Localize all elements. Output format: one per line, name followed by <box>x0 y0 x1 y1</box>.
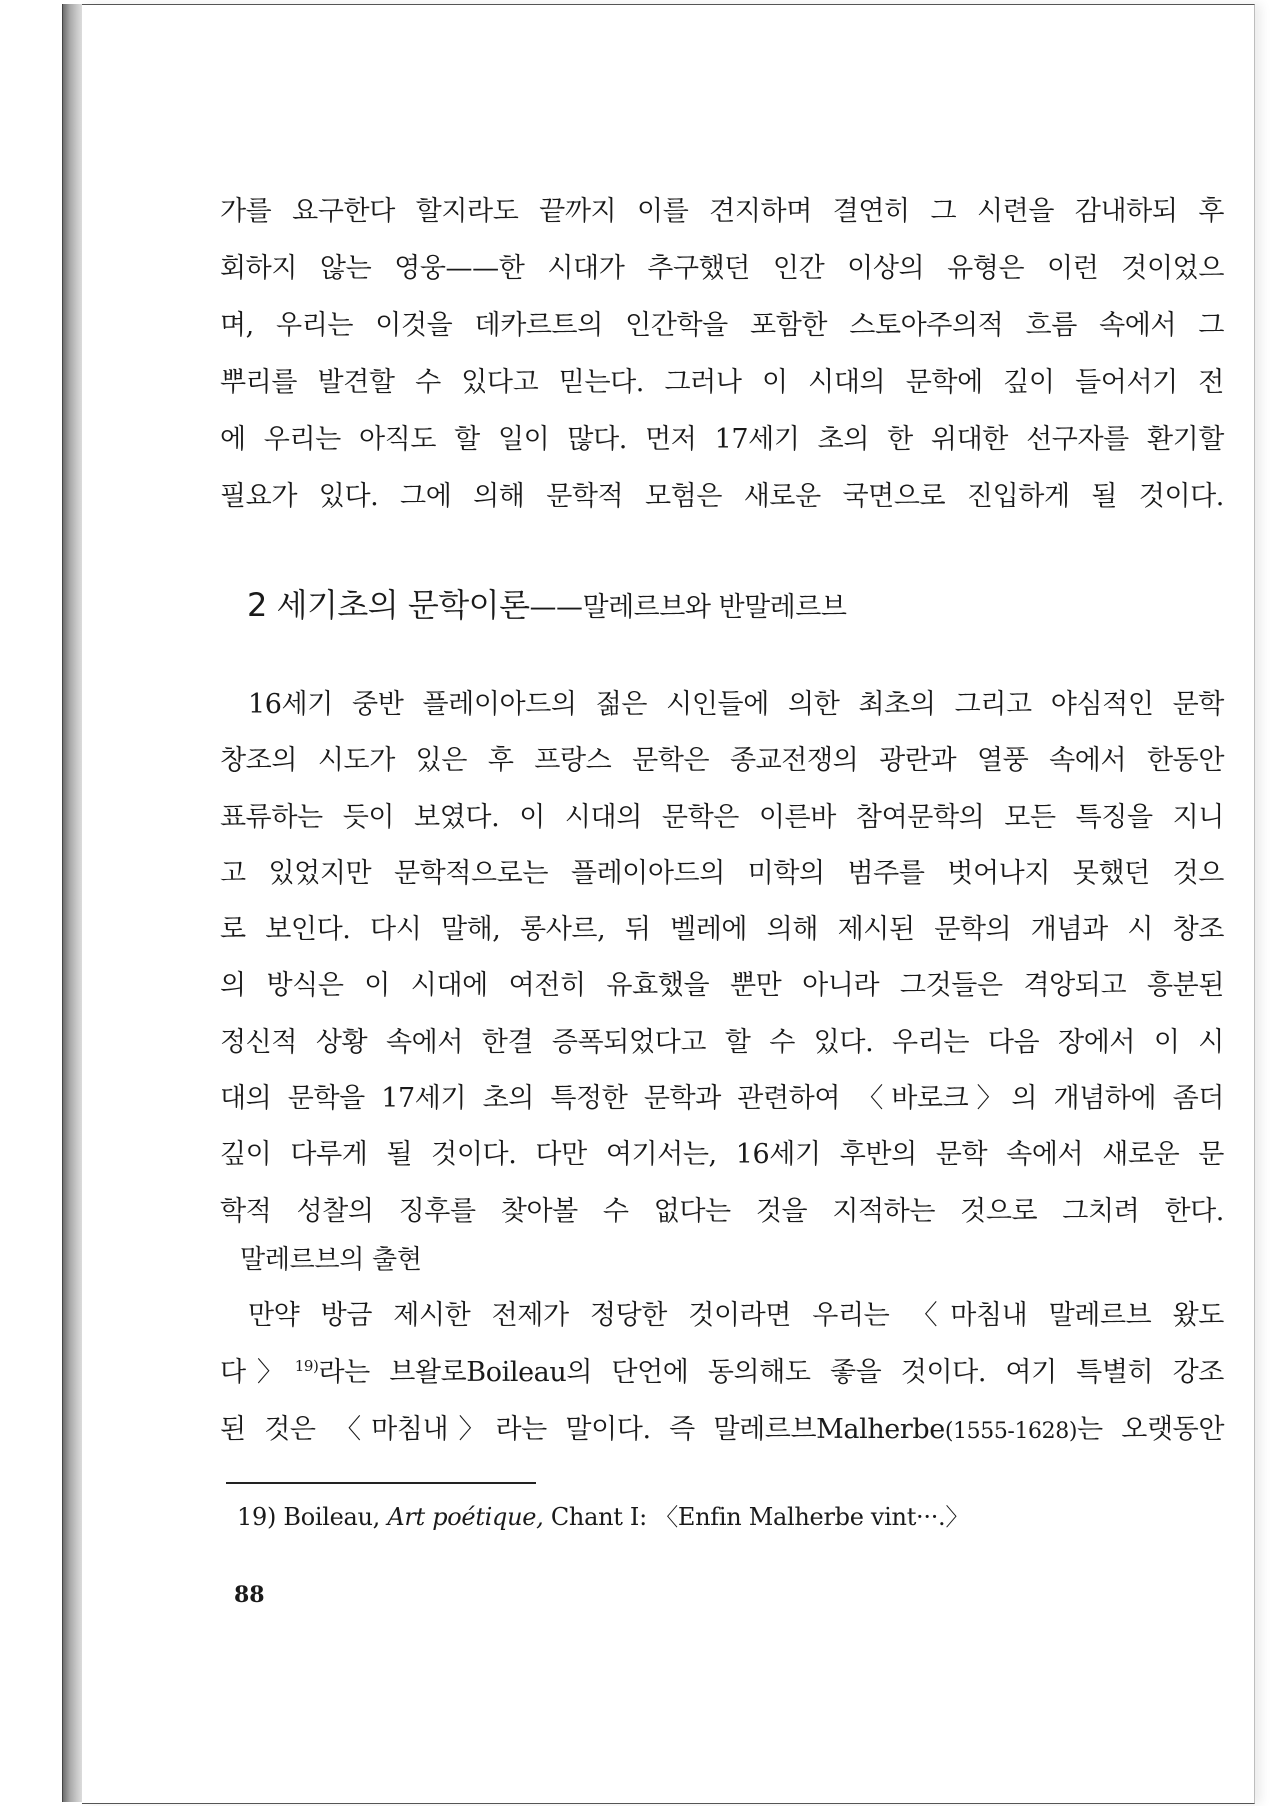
text-line: 의 방식은 이 시대에 여전히 유효했을 뿐만 아니라 그것들은 격앙되고 흥분된 <box>220 970 1224 1002</box>
text-segment: 된 것은 〈마침내〉라는 말이다. 즉 말레르브Malherbe <box>220 1414 945 1445</box>
subsection-title: 말레르브의 출현 <box>240 1245 422 1275</box>
book-page <box>82 4 1255 1804</box>
text-line: 표류하는 듯이 보였다. 이 시대의 문학은 이른바 참여문학의 모든 특징을 지니 <box>220 801 1224 833</box>
text-line <box>220 1401 1224 1458</box>
page-number: 88 <box>234 1582 265 1608</box>
footnote-text: Chant I: 〈Enfin Malherbe vint···.〉 <box>550 1503 970 1531</box>
text-line: 로 보인다. 다시 말해, 롱사르, 뒤 벨레에 의해 제시된 문학의 개념과 시 창조 <box>220 914 1224 946</box>
text-line: 정신적 상황 속에서 한결 증폭되었다고 할 수 있다. 우리는 다음 장에서 이 시 <box>220 1026 1224 1058</box>
text-line: 뿌리를 발견할 수 있다고 믿는다. 그러나 이 시대의 문학에 깊이 들어서기 전 <box>220 367 1224 398</box>
text-line: 학적 성찰의 징후를 찾아볼 수 없다는 것을 지적하는 것으로 그치려 한다. <box>220 1195 1224 1227</box>
book-edge <box>62 4 83 1802</box>
text-line <box>220 1344 1224 1401</box>
text-segment: 는 오랫동안 <box>1077 1414 1225 1445</box>
text-line: 창조의 시도가 있은 후 프랑스 문학은 종교전쟁의 광란과 열풍 속에서 한동안 <box>220 745 1224 777</box>
section-title: 2 세기초의 문학이론 <box>247 586 530 624</box>
text-line: 가를 요구한다 할지라도 끝까지 이를 견지하며 결연히 그 시련을 감내하되 후 <box>220 196 1224 227</box>
text-line: 에 우리는 아직도 할 일이 많다. 먼저 17세기 초의 한 위대한 선구자를 환기할 <box>220 424 1224 455</box>
text-line: 회하지 않는 영웅——한 시대가 추구했던 인간 이상의 유형은 이런 것이었으 <box>220 253 1224 284</box>
text-line: 만약 방금 제시한 전제가 정당한 것이라면 우리는 〈마침내 말레르브 왔도 <box>248 1300 1224 1331</box>
paragraph-1 <box>220 183 1224 525</box>
section-heading <box>247 580 846 626</box>
text-segment: 라는 브왈로Boileau의 단언에 동의해도 좋을 것이다. 여기 특별히 강조 <box>318 1357 1224 1388</box>
footnote-reference[interactable]: 19) <box>294 1357 319 1375</box>
text-line: 며, 우리는 이것을 데카르트의 인간학을 포함한 스토아주의적 흐름 속에서 그 <box>220 310 1224 341</box>
paragraph-2 <box>220 677 1224 1240</box>
text-line: 16세기 중반 플레이아드의 젊은 시인들에 의한 최초의 그리고 야심적인 문학 <box>248 689 1224 720</box>
text-line: 대의 문학을 17세기 초의 특정한 문학과 관련하여 〈바로크〉의 개념하에 좀더 <box>220 1083 1224 1115</box>
footnote-work-title: Art poétique, <box>387 1503 544 1531</box>
footnote-number: 19) <box>237 1503 277 1531</box>
text-line: 필요가 있다. 그에 의해 문학적 모험은 새로운 국면으로 진입하게 될 것이다. <box>220 481 1224 512</box>
footnote-author: Boileau, <box>283 1503 380 1531</box>
text-line: 깊이 다루게 될 것이다. 다만 여기서는, 16세기 후반의 문학 속에서 새로운 문 <box>220 1139 1224 1171</box>
section-subtitle: ——말레르브와 반말레르브 <box>529 592 847 623</box>
date-range: (1555-1628) <box>944 1419 1078 1444</box>
footnote-divider <box>226 1482 536 1484</box>
text-segment: 다〉 <box>220 1357 295 1388</box>
paragraph-3 <box>220 1287 1224 1458</box>
footnote <box>237 1497 969 1532</box>
text-line: 고 있었지만 문학적으로는 플레이아드의 미학의 범주를 벗어나지 못했던 것으 <box>220 857 1224 889</box>
